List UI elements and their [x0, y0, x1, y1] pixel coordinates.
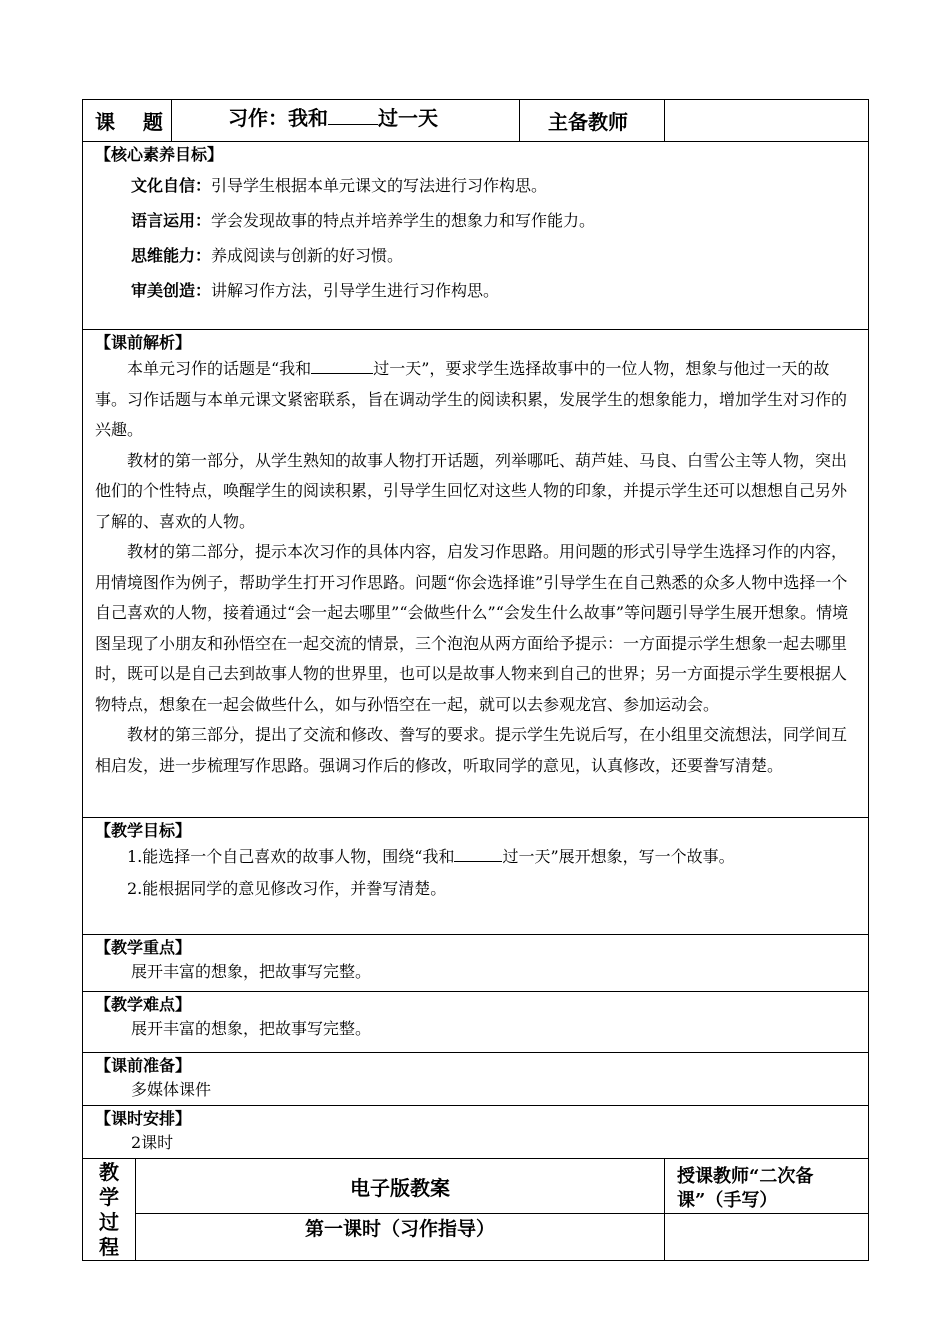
core-goals-row [83, 142, 869, 330]
analysis-title: 【课前解析】 [95, 333, 192, 352]
preparation-title: 【课前准备】 [95, 1056, 192, 1075]
key-points-section [83, 935, 869, 992]
topic-label [83, 100, 172, 142]
schedule-text: 2课时 [131, 1133, 174, 1152]
lesson-title-suffix: 过一天 [378, 106, 439, 130]
objective-item-1: 1.能选择一个自己喜欢的故事人物，围绕“我和 过一天”展开想象，写一个故事。 [127, 847, 735, 866]
key-points-row [83, 935, 869, 992]
objectives-title: 【教学目标】 [95, 821, 192, 840]
goal-item-aesthetic: 审美创造：讲解习作方法，引导学生进行习作构思。 [131, 281, 500, 300]
goal-item-culture: 文化自信：引导学生根据本单元课文的写法进行习作构思。 [131, 176, 548, 195]
process-header-row [83, 1159, 869, 1214]
goal-item-thinking: 思维能力：养成阅读与创新的好习惯。 [131, 246, 404, 265]
topic-label-text: 课 题 [95, 110, 163, 134]
analysis-paragraph-4: 教材的第三部分，提出了交流和修改、誊写的要求。提示学生先说后写，在小组里交流想法，同学间互相启发，进一步梳理写作思路。强调习作后的修改，听取同学的意见，认真修改，还要誊写清楚。 [95, 725, 848, 775]
analysis-paragraph-1: 本单元习作的话题是“我和 过一天”，要求学生选择故事中的一位人物，想象与他过一天的故事。习作话题与本单元课文紧密联系，旨在调动学生的阅读积累，发展学生的想象能力，增加学生对习作的兴趣。 [95, 359, 848, 439]
electronic-plan-header: 电子版教案 [136, 1159, 665, 1214]
lesson-plan-table [82, 99, 869, 1261]
schedule-section [83, 1106, 869, 1159]
process-side-label: 教 学 过 程 [83, 1159, 136, 1261]
second-prep-header: 授课教师“二次备课”（手写） [665, 1159, 869, 1214]
core-goals-section [83, 142, 869, 330]
analysis-paragraph-3: 教材的第二部分，提示本次习作的具体内容，启发习作思路。用问题的形式引导学生选择习作的内容，用情境图作为例子，帮助学生打开习作思路。问题“你会选择谁”引导学生在自己熟悉的众多人物中选择一个自己喜欢的人物，接着通过“会一起去哪里”“会做些什么”“会发生什么故事”等问题引导学生展开想象。情境图呈现了小朋友和孙悟空在一起交流的情景，三个泡泡从两方面给予提示：一方面提示学生想象一起去哪里时，既可以是自己去到故事人物的世界里，也可以是故事人物来到自己的世界；另一方面提示学生要根据人物特点，想象在一起会做些什么，如与孙悟空在一起，就可以去参观龙宫、参加运动会。 [95, 542, 849, 714]
second-prep-notes [665, 1214, 869, 1261]
analysis-row [83, 330, 869, 818]
preparation-text: 多媒体课件 [131, 1080, 212, 1099]
header-row [83, 100, 869, 142]
lesson-title-prefix: 习作：我和 [228, 106, 329, 130]
title-blank [328, 124, 378, 125]
objective-item-2: 2.能根据同学的意见修改习作，并誊写清楚。 [127, 879, 447, 898]
preparation-section [83, 1053, 869, 1106]
key-points-text: 展开丰富的想象，把故事写完整。 [131, 962, 372, 981]
objectives-row [83, 818, 869, 935]
difficulties-section [83, 992, 869, 1053]
first-lesson-title: 第一课时（习作指导） [136, 1214, 665, 1261]
difficulties-title: 【教学难点】 [95, 995, 192, 1014]
analysis-section [83, 330, 869, 818]
main-teacher-label-text: 主备教师 [548, 110, 629, 134]
difficulties-row [83, 992, 869, 1053]
main-teacher-label [520, 100, 665, 142]
goal-item-language: 语言运用：学会发现故事的特点并培养学生的想象力和写作能力。 [131, 211, 596, 230]
lesson-plan-page [82, 99, 868, 1261]
difficulties-text: 展开丰富的想象，把故事写完整。 [131, 1019, 372, 1038]
schedule-title: 【课时安排】 [95, 1109, 192, 1128]
analysis-blank [311, 373, 373, 374]
objective-blank [454, 861, 502, 862]
lesson-title [172, 100, 520, 142]
core-goals-title: 【核心素养目标】 [95, 145, 224, 164]
process-lesson-row [83, 1214, 869, 1261]
key-points-title: 【教学重点】 [95, 938, 192, 957]
analysis-paragraph-2: 教材的第一部分，从学生熟知的故事人物打开话题，列举哪吒、葫芦娃、马良、白雪公主等人物，突出他们的个性特点，唤醒学生的阅读积累，引导学生回忆对这些人物的印象，并提示学生还可以想想自己另外了解的、喜欢的人物。 [95, 450, 848, 531]
core-goals-list [95, 166, 856, 308]
preparation-row [83, 1053, 869, 1106]
objectives-section [83, 818, 869, 935]
schedule-row [83, 1106, 869, 1159]
main-teacher-value [665, 100, 869, 142]
